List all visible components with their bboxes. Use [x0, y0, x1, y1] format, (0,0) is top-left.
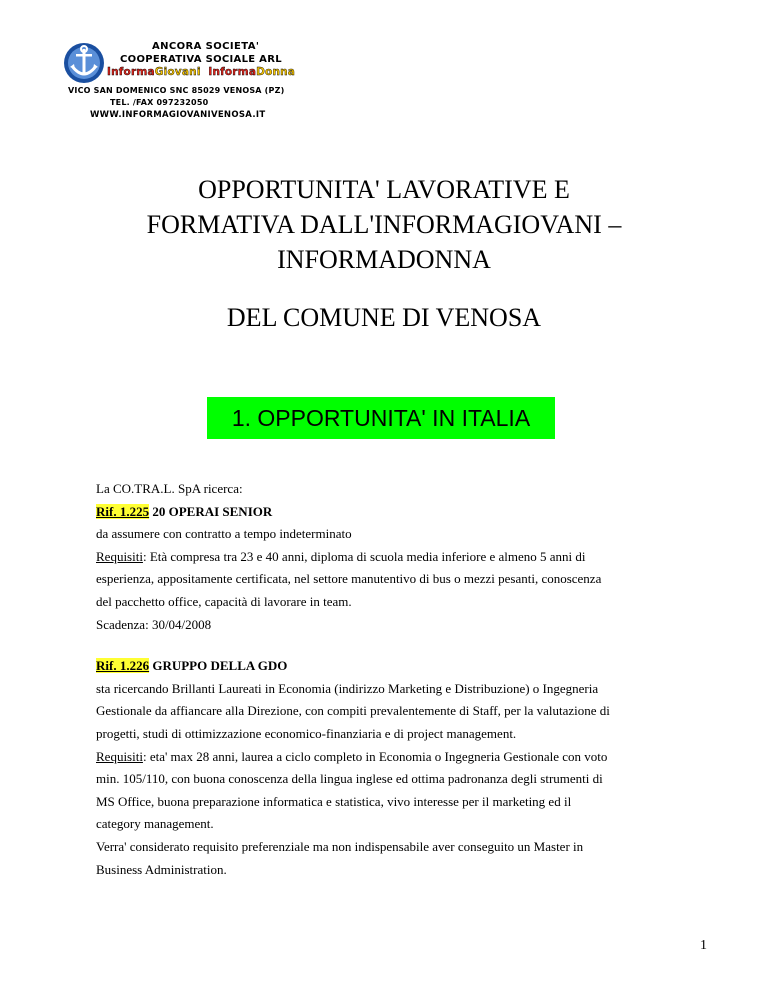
- offer-2-req-line-3: MS Office, buona preparazione informatica e statistica, vivo interesse per il marketing ed il: [96, 793, 572, 809]
- offer-1-req-line-2: esperienza, appositamente certificata, nel settore manutentivo di bus o mezzi pesanti, conoscenza: [96, 571, 602, 587]
- document-subtitle: DEL COMUNE DI VENOSA: [226, 303, 542, 332]
- logo-line-2: COOPERATIVA SOCIALE ARL: [120, 54, 282, 65]
- offer-2-line-1: sta ricercando Brillanti Laureati in Economia (indirizzo Marketing e Distribuzione) o Ingegneria: [96, 680, 599, 696]
- logo-donna: Donna: [256, 66, 296, 78]
- offer-1-line: da assumere con contratto a tempo indeterminato: [96, 526, 352, 542]
- offer-1-req-label: Requisiti: [96, 548, 143, 564]
- logo-phone: TEL. /FAX 097232050: [110, 98, 209, 107]
- offer-1-heading: [96, 501, 696, 524]
- logo-giovani: Giovani: [154, 66, 201, 78]
- offer-2-req-label: Requisiti: [96, 748, 143, 764]
- offer-2-req-line-2: min. 105/110, con buona conoscenza della lingua inglese ed ottima padronanza degli strumenti di: [96, 771, 603, 787]
- title-line-1: OPPORTUNITA' LAVORATIVE E: [198, 175, 570, 204]
- document-title: [60, 172, 708, 277]
- offer-2-heading: [96, 655, 696, 678]
- offer-2-line-3: progetti, studi di ottimizzazione economico-finanziaria e di project management.: [96, 725, 517, 741]
- offer-2-requirements: [96, 746, 696, 769]
- page-number: 1: [700, 938, 707, 953]
- offer-2-line-2: Gestionale da affiancare alla Direzione, con compiti prevalentemente di Staff, per la valutazione di: [96, 703, 610, 719]
- offer-1-title: 20 OPERAI SENIOR: [149, 503, 273, 519]
- title-line-2: FORMATIVA DALL'INFORMAGIOVANI –: [146, 210, 622, 239]
- title-line-3: INFORMADONNA: [277, 245, 491, 274]
- logo-informa-2: Informa: [208, 66, 257, 78]
- organization-logo: [60, 40, 310, 122]
- offer-1-deadline: Scadenza: 30/04/2008: [96, 616, 212, 632]
- document-body: [96, 478, 696, 881]
- offer-2-req-line-4: category management.: [96, 816, 214, 832]
- logo-line-1: ANCORA SOCIETA': [152, 41, 260, 52]
- logo-address: VICO SAN DOMENICO SNC 85029 VENOSA (PZ): [68, 86, 285, 95]
- offer-1-ref: Rif. 1.225: [96, 503, 150, 519]
- offer-2-note-line-2: Business Administration.: [96, 861, 227, 877]
- logo-informa-1: Informa: [107, 66, 155, 78]
- offer-2-ref: Rif. 1.226: [96, 658, 150, 674]
- logo-website: WWW.INFORMAGIOVANIVENOSA.IT: [90, 110, 266, 120]
- offer-1-requirements: [96, 546, 696, 569]
- offer-2-title: GRUPPO DELLA GDO: [149, 658, 288, 674]
- logo-line-3: [107, 66, 295, 78]
- offer-2-note-line-1: Verra' considerato requisito preferenziale ma non indispensabile aver conseguito un Master in: [96, 838, 584, 854]
- offer-1-req-text: : Età compresa tra 23 e 40 anni, diploma di scuola media inferiore e almeno 5 anni di: [142, 548, 586, 564]
- anchor-logo-icon: [60, 40, 108, 86]
- offers-intro: La CO.TRA.L. SpA ricerca:: [96, 481, 243, 496]
- section-heading: 1. OPPORTUNITA' IN ITALIA: [207, 397, 555, 439]
- offer-1-req-line-3: del pacchetto office, capacità di lavorare in team.: [96, 593, 352, 609]
- offer-2-req-text: : eta' max 28 anni, laurea a ciclo completo in Economia o Ingegneria Gestionale con voto: [142, 748, 608, 764]
